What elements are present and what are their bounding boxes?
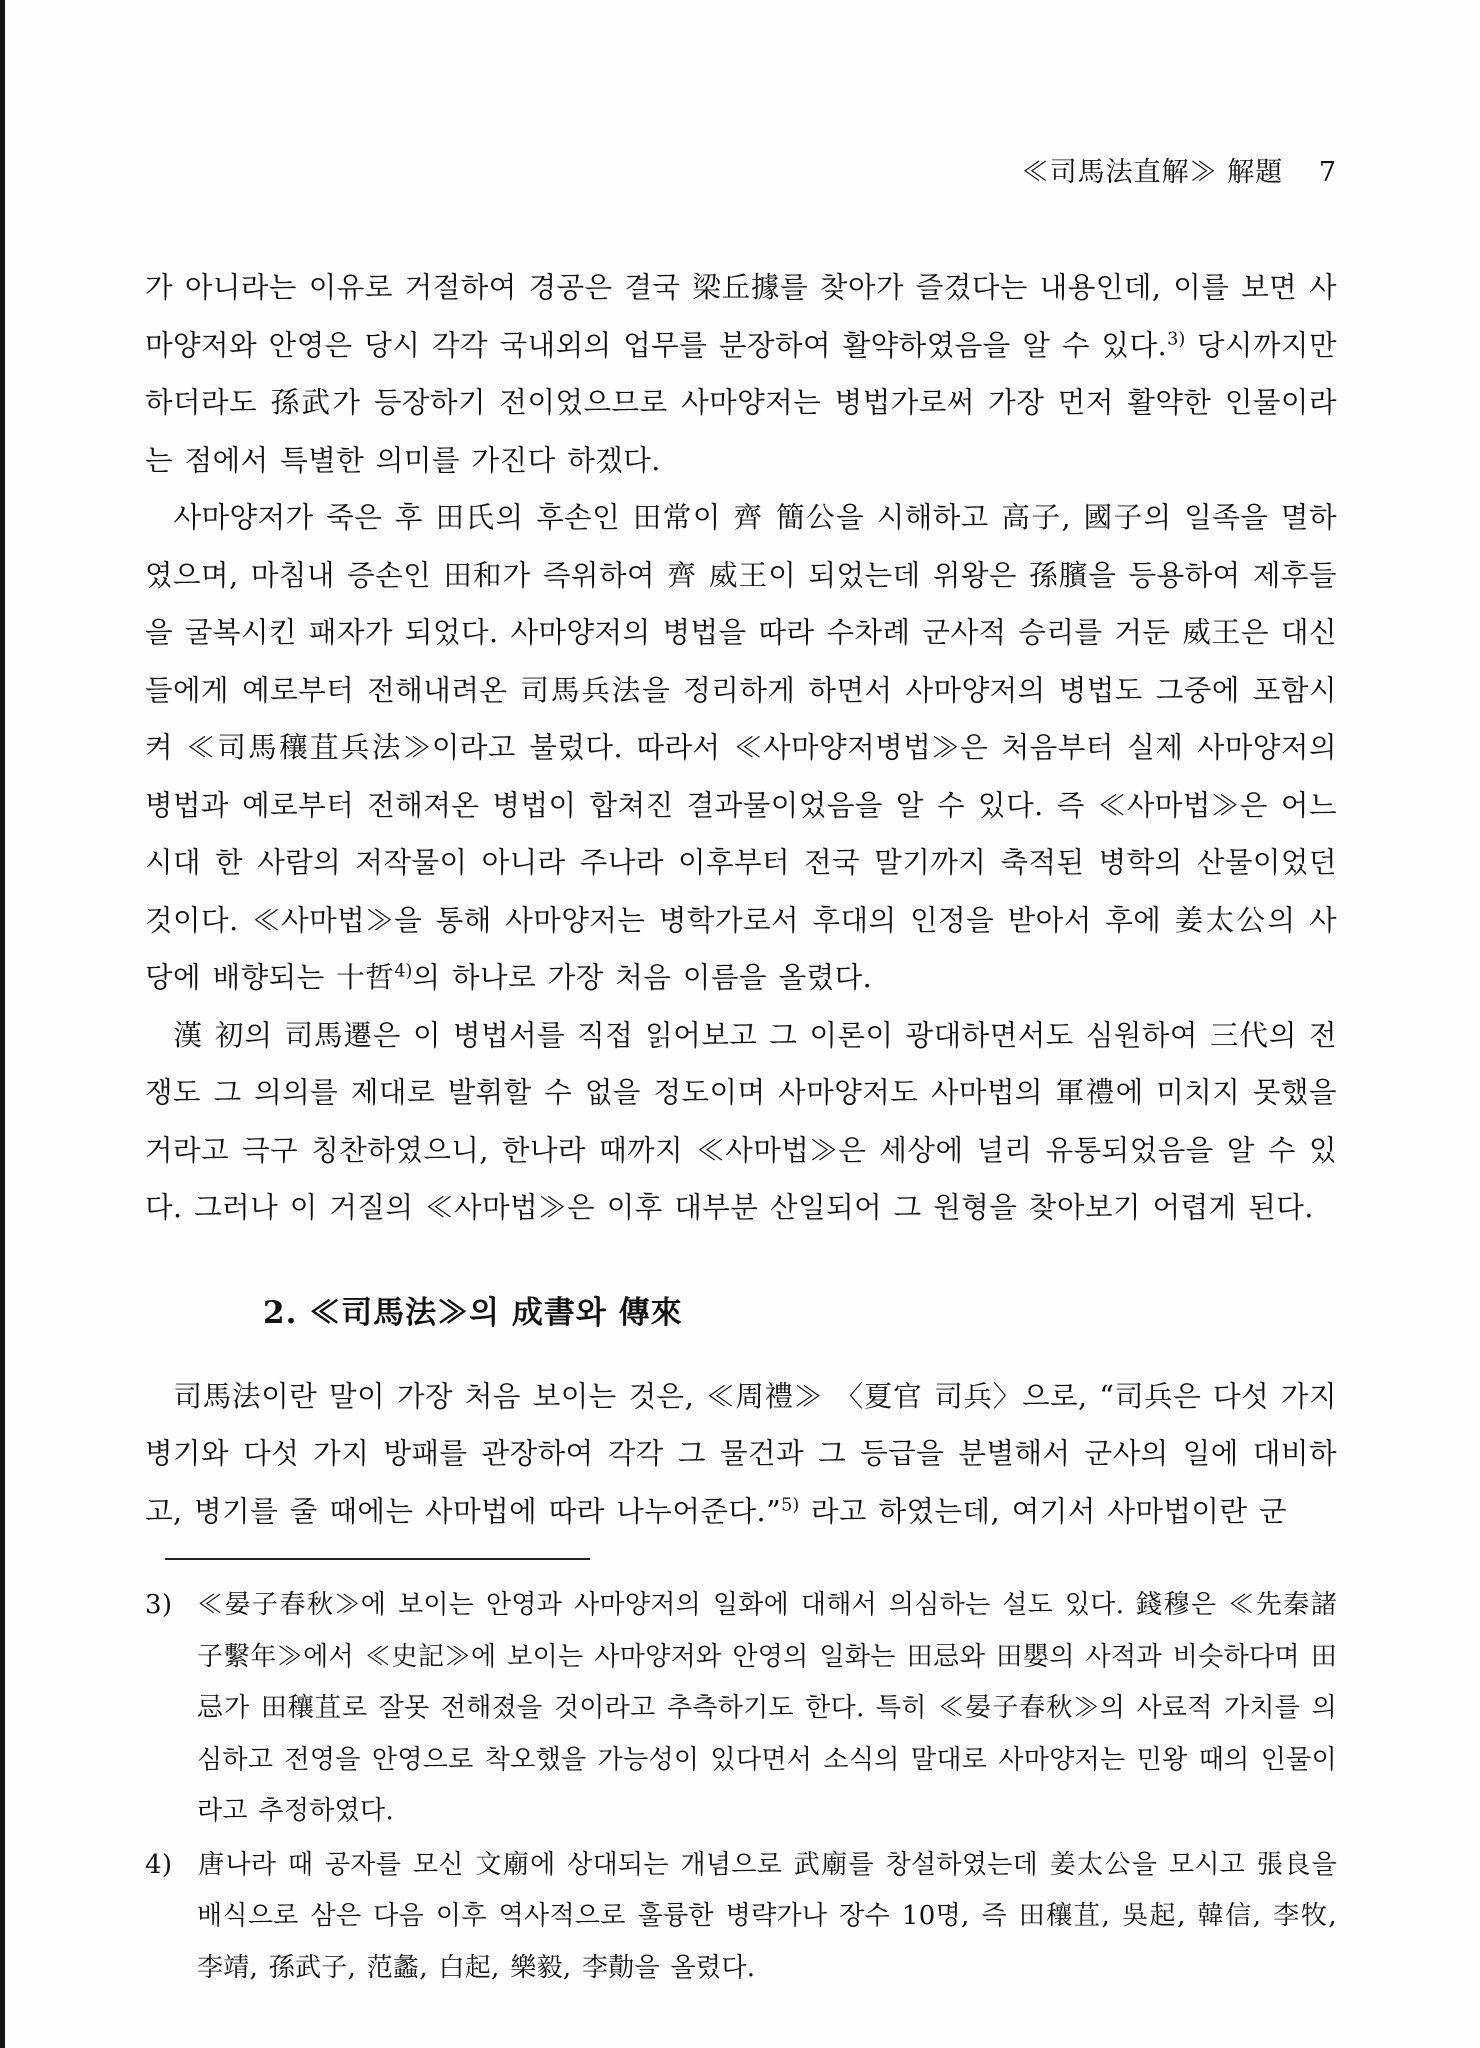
paragraph-4-text: 司馬法이란 말이 가장 처음 보이는 것은, ≪周禮≫ 〈夏官 司兵〉으로, “司兵은 다섯 가지 병기와 다섯 가지 방패를 관장하여 각각 그 물건과 그 등급을 분별해서 군사의 일에 대비하고, 병기를 줄 때에는 사마법에 따라 나누어준다.” [145,1379,1337,1528]
paragraph-1 [145,259,1337,489]
paragraph-2-text: 사마양저가 죽은 후 田氏의 후손인 田常이 齊 簡公을 시해하고 高子, 國子의 일족을 멸하였으며, 마침내 증손인 田和가 즉위하여 齊 威王이 되었는데 위왕은 孫臏을 등용하여 제후들을 굴복시킨 패자가 되었다. 사마양저의 병법을 따라 수차례 군사적 승리를 거둔 威王은 대신들에게 예로부터 전해내려온 司馬兵法을 정리하게 하면서 사마양저의 병법도 그중에 포함시켜 ≪司馬穰苴兵法≫이라고 불렀다. 따라서 ≪사마양저병법≫은 처음부터 실제 사마양저의 병법과 예로부터 전해져온 병법이 합쳐진 결과물이었음을 알 수 있다. 즉 ≪사마법≫은 어느 시대 한 사람의 저작물이 아니라 주나라 이후부터 전국 말기까지 축적된 병학의 산물이었던 것이다. ≪사마법≫을 통해 사마양저는 병학가로서 후대의 인정을 받아서 후에 姜太公의 사당에 배향되는 十哲 [145,501,1337,994]
paragraph-4 [145,1368,1337,1541]
running-header [145,150,1337,189]
footnote-4-text: 唐나라 때 공자를 모신 文廟에 상대되는 개념으로 武廟를 창설하였는데 姜太公을 모시고 張良을 배식으로 삼은 다음 이후 역사적으로 훌륭한 병략가나 장수 10명, 즉 田穰苴, 吳起, 韓信, 李牧, 李靖, 孫武子, 范蠡, 白起, 樂毅, 李勣을 올렸다. [197,1849,1337,1983]
footnote-separator [165,1558,590,1560]
footnote-4 [145,1840,1337,1995]
paragraph-4-text-cont: 라고 하였는데, 여기서 사마법이란 군 [799,1494,1288,1528]
section-heading: 2. ≪司馬法≫의 成書와 傳來 [263,1294,683,1331]
scan-edge-artifact [0,0,5,2048]
paragraph-2 [145,489,1337,1007]
footnote-3-text: ≪晏子春秋≫에 보이는 안영과 사마양저의 일화에 대해서 의심하는 설도 있다. 錢穆은 ≪先秦諸子繫年≫에서 ≪史記≫에 보이는 사마양저와 안영의 일화는 田忌와 田嬰의 사적과 비슷하다며 田忌가 田穰苴로 잘못 전해졌을 것이라고 추측하기도 한다. 특히 ≪晏子春秋≫의 사료적 가치를 의심하고 전영을 안영으로 착오했을 가능성이 있다면서 소식의 말대로 사마양저는 민왕 때의 인물이라고 추정하였다. [197,1590,1337,1826]
page-content [145,0,1337,1996]
footnote-ref-3: 3) [1167,329,1186,349]
footnote-ref-4: 4) [394,961,413,982]
footnote-3-number: 3) [145,1590,173,1620]
page-number: 7 [1318,157,1337,188]
paragraph-3 [145,1007,1337,1237]
paragraph-1-text-cont: 당시까지만 하더라도 孫武가 등장하기 전이었으므로 사마양저는 병법가로써 가장 먼저 활약한 인물이라는 점에서 특별한 의미를 가진다 하겠다. [145,328,1337,477]
footnote-3 [145,1580,1337,1838]
running-header-title: ≪司馬法直解≫ 解題 [1021,157,1284,188]
paragraph-1-text: 가 아니라는 이유로 거절하여 경공은 결국 梁丘據를 찾아가 즐겼다는 내용인데, 이를 보면 사마양저와 안영은 당시 각각 국내외의 업무를 분장하여 활약하였음을 알 수 있다. [145,271,1337,362]
paragraph-2-text-cont: 의 하나로 가장 처음 이름을 올렸다. [412,961,873,994]
footnote-4-number: 4) [145,1849,173,1880]
body-text [145,259,1337,1540]
footnotes-section [145,1558,1337,1994]
paragraph-3-text: 漢 初의 司馬遷은 이 병법서를 직접 읽어보고 그 이론이 광대하면서도 심원하여 三代의 전쟁도 그 의의를 제대로 발휘할 수 없을 정도이며 사마양저도 사마법의 軍禮에 미치지 못했을 거라고 극구 칭찬하였으니, 한나라 때까지 ≪사마법≫은 세상에 널리 유통되었음을 알 수 있다. 그러나 이 거질의 ≪사마법≫은 이후 대부분 산일되어 그 원형을 찾아보기 어렵게 된다. [145,1018,1337,1224]
footnote-ref-5: 5) [781,1495,800,1515]
